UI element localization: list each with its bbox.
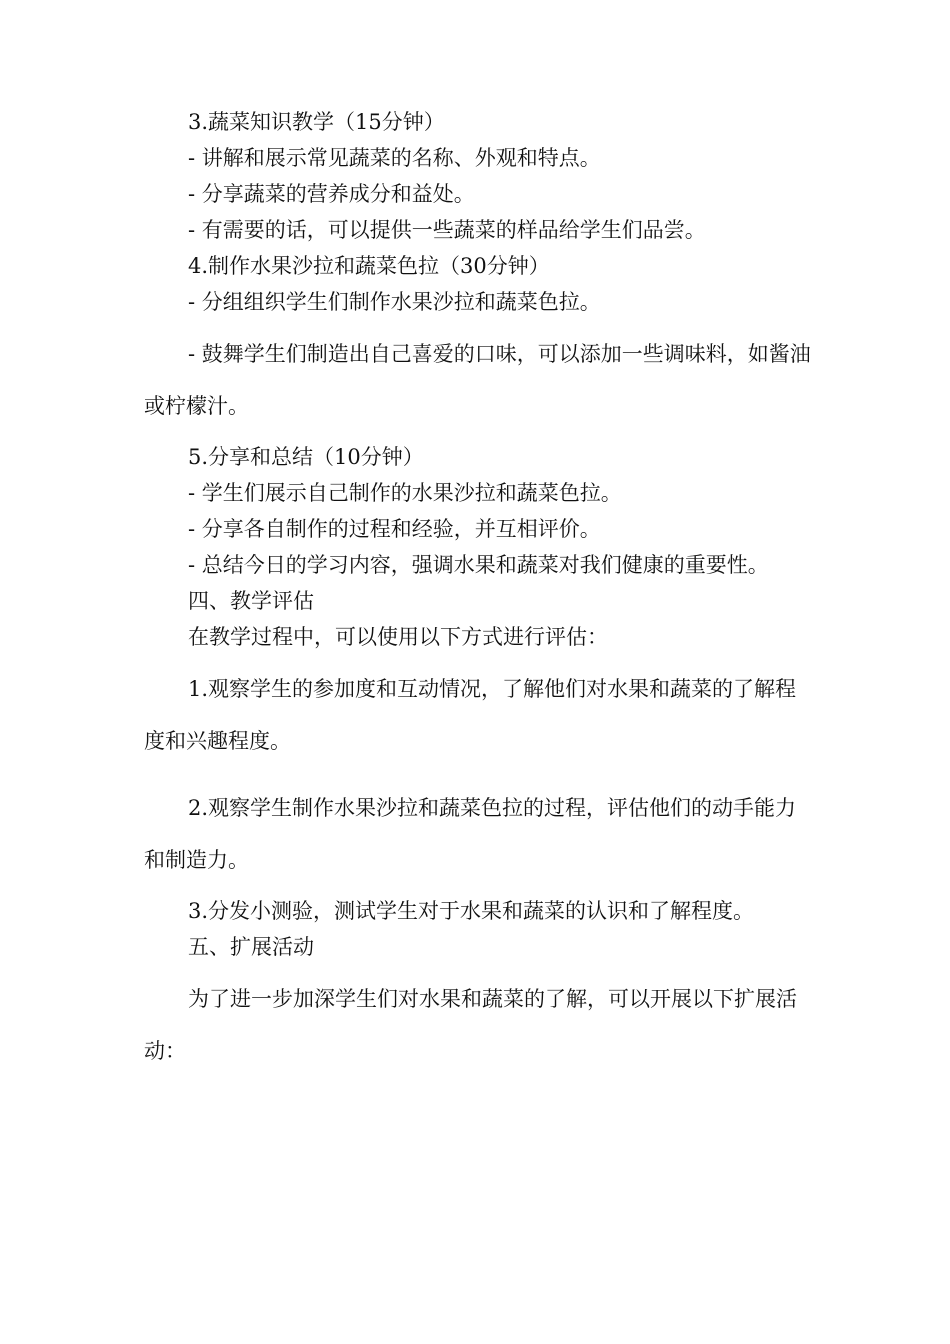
list-item: - 分组组织学生们制作水果沙拉和蔬菜色拉。 [188,290,601,314]
section-heading-share-summary: 5.分享和总结（10分钟） [188,445,424,469]
paragraph: 为了进一步加深学生们对水果和蔬菜的了解，可以开展以下扩展活动： [144,987,797,1063]
document-body [144,112,814,1077]
list-item: - 讲解和展示常见蔬菜的名称、外观和特点。 [188,146,601,170]
list-item: - 学生们展示自己制作的水果沙拉和蔬菜色拉。 [188,481,622,505]
section-heading-vegetable-teaching: 3.蔬菜知识教学（15分钟） [188,110,445,134]
paragraph: 在教学过程中，可以使用以下方式进行评估： [188,625,608,649]
list-item: - 分享蔬菜的营养成分和益处。 [188,182,475,206]
list-item: 3.分发小测验，测试学生对于水果和蔬菜的认识和了解程度。 [188,899,755,923]
list-item: - 鼓舞学生们制造出自己喜爱的口味，可以添加一些调味料，如酱油或柠檬汁。 [144,342,811,418]
list-item: - 有需要的话，可以提供一些蔬菜的样品给学生们品尝。 [188,218,706,242]
list-item: - 总结今日的学习内容，强调水果和蔬菜对我们健康的重要性。 [188,553,769,577]
section-heading-extension-activities: 五、扩展活动 [188,935,314,959]
list-item: 2.观察学生制作水果沙拉和蔬菜色拉的过程，评估他们的动手能力和制造力。 [144,796,797,872]
section-heading-salad-making: 4.制作水果沙拉和蔬菜色拉（30分钟） [188,254,550,278]
list-item: - 分享各自制作的过程和经验，并互相评价。 [188,517,601,541]
list-item: 1.观察学生的参加度和互动情况，了解他们对水果和蔬菜的了解程度和兴趣程度。 [144,677,797,753]
section-heading-evaluation: 四、教学评估 [188,589,314,613]
